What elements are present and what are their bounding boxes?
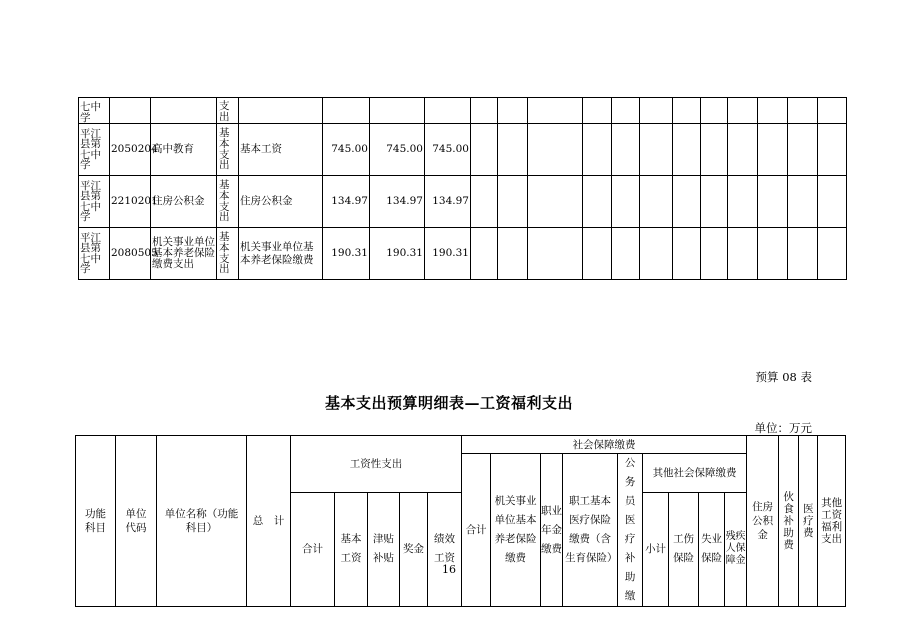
unemployment-header: 失业保险 xyxy=(699,492,725,606)
type-cell: 基本支出 xyxy=(217,228,239,280)
pension-header: 机关事业单位基本养老保险缴费 xyxy=(491,454,541,607)
other-social-group-header: 其他社会保障缴费 xyxy=(643,454,747,493)
unit-name-header: 单位名称（功能科目） xyxy=(157,436,247,607)
social-group-header: 社会保障缴费 xyxy=(462,436,747,454)
injury-header: 工伤保险 xyxy=(669,492,699,606)
basic-wage-cell: 190.31 xyxy=(425,228,471,280)
code-cell: 2080505 xyxy=(110,228,151,280)
continuation-table xyxy=(78,97,847,280)
header-row xyxy=(76,436,846,454)
unit-cell: 平江县第七中学 xyxy=(79,176,110,228)
code-cell: 2210201 xyxy=(110,176,151,228)
civil-medical-header: 公务员医疗补助缴 xyxy=(618,454,643,607)
type-cell: 基本支出 xyxy=(217,124,239,176)
func-code-header: 功能科目 xyxy=(76,436,116,607)
total-header: 总 计 xyxy=(247,436,291,607)
page-title: 基本支出预算明细表—工资福利支出 xyxy=(324,394,573,412)
func-cell: 住房公积金 xyxy=(151,176,217,228)
social-subtotal-header: 合计 xyxy=(462,454,491,607)
econ-cell: 住房公积金 xyxy=(239,176,323,228)
disability-header: 残疾人保障金 xyxy=(725,492,747,606)
econ-cell: 机关事业单位基本养老保险缴费 xyxy=(239,228,323,280)
basic-wage-cell: 745.00 xyxy=(425,124,471,176)
func-cell: 机关事业单位基本养老保险缴费支出 xyxy=(151,228,217,280)
subtotal-cell: 745.00 xyxy=(370,124,425,176)
total-cell: 134.97 xyxy=(323,176,370,228)
unit-cell: 平江县第七中学 xyxy=(79,124,110,176)
func-cell xyxy=(151,98,217,124)
wage-group-header: 工资性支出 xyxy=(291,436,462,493)
table-row xyxy=(79,124,847,176)
type-cell: 基本支出 xyxy=(217,176,239,228)
total-cell: 745.00 xyxy=(323,124,370,176)
table-label: 预算 08 表 xyxy=(755,370,812,384)
basic-wage-cell: 134.97 xyxy=(425,176,471,228)
econ-cell: 基本工资 xyxy=(239,124,323,176)
subtotal-cell: 134.97 xyxy=(370,176,425,228)
housing-header: 住房公积金 xyxy=(747,436,779,607)
basic-wage-header: 基本工资 xyxy=(335,492,368,606)
medical-header: 职工基本医疗保险缴费（含生育保险） xyxy=(563,454,618,607)
meal-header: 伙食补助费 xyxy=(779,436,799,607)
unit-cell: 七中学 xyxy=(79,98,110,124)
code-cell xyxy=(110,98,151,124)
table-row xyxy=(79,98,847,124)
total-cell: 190.31 xyxy=(323,228,370,280)
table-row xyxy=(79,228,847,280)
annuity-header: 职业年金缴费 xyxy=(541,454,563,607)
performance-header: 绩效工资 xyxy=(428,492,462,606)
table-row xyxy=(79,176,847,228)
unit-label: 单位：万元 xyxy=(754,421,812,435)
page-number: 16 xyxy=(442,563,456,576)
allowance-header: 津贴补贴 xyxy=(368,492,400,606)
unit-cell: 平江县第七中学 xyxy=(79,228,110,280)
func-cell: 高中教育 xyxy=(151,124,217,176)
budget-header-table xyxy=(75,435,846,607)
type-cell: 支出 xyxy=(217,98,239,124)
unit-code-header: 单位代码 xyxy=(116,436,157,607)
other-welfare-header: 其他工资福利支出 xyxy=(818,436,846,607)
bonus-header: 奖金 xyxy=(400,492,428,606)
medical-fee-header: 医疗费 xyxy=(799,436,818,607)
wage-subtotal-header: 合计 xyxy=(291,492,335,606)
subtotal-cell: 190.31 xyxy=(370,228,425,280)
other-subtotal-header: 小计 xyxy=(643,492,669,606)
code-cell: 2050204 xyxy=(110,124,151,176)
